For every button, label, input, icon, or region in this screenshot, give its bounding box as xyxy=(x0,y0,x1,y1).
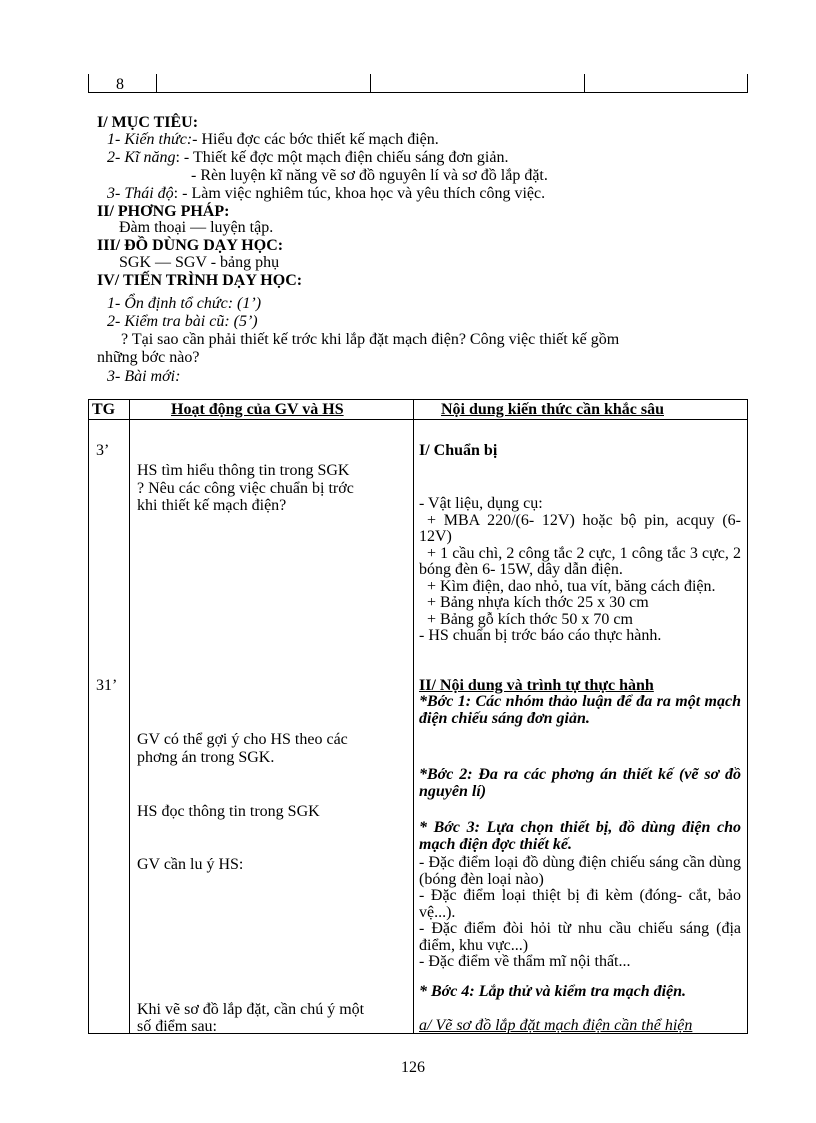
content-line: - Đặc điểm loại đồ dùng điện chiếu sáng cần dùng (bóng đèn loại nào) xyxy=(419,854,741,888)
table-header-activity: Hoạt động của GV và HS xyxy=(171,401,344,418)
process-step-3: 3- Bài mới: xyxy=(107,368,181,385)
top-table-row-label: 8 xyxy=(116,76,124,93)
table-border-left xyxy=(88,399,89,1034)
method-text: Đàm thoại — luyện tập. xyxy=(119,219,274,236)
objective-skill: 2- Kĩ năng: - Thiết kế đợc một mạch điện chiếu sáng đơn giản. xyxy=(107,149,509,166)
procedure-step-3: * Bớc 3: Lựa chọn thiết bị, đồ dùng điện cho mạch điện đợc thiết kế. xyxy=(419,819,741,853)
activity-line: GV cần lu ý HS: xyxy=(137,856,244,873)
content-line: + 1 cầu chì, 2 công tắc 2 cực, 1 công tắc 3 cực, 2 bóng đèn 6- 15W, dây dẫn điện. xyxy=(419,544,741,578)
top-table-border xyxy=(584,74,585,93)
page-number: 126 xyxy=(401,1059,425,1076)
table-header-divider xyxy=(88,419,747,420)
process-heading: IV/ TIẾN TRÌNH DẠY HỌC: xyxy=(97,272,303,289)
section-heading-preparation: I/ Chuẩn bị xyxy=(419,442,498,459)
objective-skill-2: - Rèn luyện kĩ năng vẽ sơ đồ nguyên lí và sơ đồ lắp đặt. xyxy=(191,167,548,184)
content-line: - Đặc điểm loại thiệt bị đi kèm (đóng- cắt, bảo vệ...). xyxy=(419,887,741,921)
preparation-list xyxy=(419,496,741,645)
table-header-tg: TG xyxy=(92,401,116,418)
content-line: + Bảng nhựa kích thớc 25 x 30 cm xyxy=(427,594,649,611)
review-question: ? Tại sao cần phải thiết kế trớc khi lắp đặt mạch điện? Công việc thiết kế gồm xyxy=(121,331,620,348)
activity-line: số điểm sau: xyxy=(137,1018,217,1035)
top-table-bottom-border xyxy=(88,92,747,93)
activity-line: ? Nêu các công việc chuẩn bị trớc xyxy=(137,480,354,497)
activity-line: khi thiết kế mạch điện? xyxy=(137,497,287,514)
objectives-heading: I/ MỤC TIÊU: xyxy=(97,114,199,131)
content-line: + MBA 220/(6- 12V) hoặc bộ pin, acquy (6- 12V) xyxy=(419,511,741,545)
procedure-step-4: * Bớc 4: Lắp thử và kiểm tra mạch điện. xyxy=(419,983,687,1000)
activity-line: HS đọc thông tin trong SGK xyxy=(137,803,320,820)
content-line: a/ Vẽ sơ đồ lắp đặt mạch điện cần thể hiện xyxy=(419,1017,693,1034)
objective-knowledge: 1- Kiến thức:- Hiểu đợc các bớc thiết kế mạch điện. xyxy=(107,131,439,148)
activity-line: phơng án trong SGK. xyxy=(137,749,275,766)
activity-line: HS tìm hiểu thông tin trong SGK xyxy=(137,462,350,479)
materials-text: SGK — SGV - bảng phụ xyxy=(119,254,280,271)
table-border-top xyxy=(88,399,747,400)
top-table-border xyxy=(370,74,371,93)
table-col-divider xyxy=(129,399,130,1034)
table-header-content: Nội dung kiến thức cần khắc sâu xyxy=(441,401,664,418)
table-col-divider xyxy=(413,399,414,1034)
method-heading: II/ PHƠNG PHÁP: xyxy=(97,203,230,220)
content-line: + Bảng gỗ kích thớc 50 x 70 cm xyxy=(427,610,633,628)
content-line: - HS chuẩn bị trớc báo cáo thực hành. xyxy=(419,627,662,644)
considerations-list xyxy=(419,855,741,971)
content-line: + Kìm điện, dao nhỏ, tua vít, băng cách điện. xyxy=(427,577,716,595)
content-line: - Đặc điểm về thẩm mĩ nội thất... xyxy=(419,953,631,970)
procedure-step-2: *Bớc 2: Đa ra các phơng án thiết kế (vẽ sơ đồ nguyên lí) xyxy=(419,766,741,800)
process-step-1: 1- Ổn định tổ chức: (1’) xyxy=(107,295,262,312)
top-table-border xyxy=(156,74,157,93)
procedure-step-1: *Bớc 1: Các nhóm thảo luận để đa ra một mạch điện chiếu sáng đơn giản. xyxy=(419,693,741,727)
table-border-right xyxy=(747,399,748,1034)
materials-heading: III/ ĐỒ DÙNG DẠY HỌC: xyxy=(97,237,284,254)
section-heading-procedure: II/ Nội dung và trình tự thực hành xyxy=(419,677,654,694)
review-question-cont: những bớc nào? xyxy=(97,349,200,366)
objective-attitude: 3- Thái độ: - Làm việc nghiêm túc, khoa học và yêu thích công việc. xyxy=(107,185,546,202)
top-table-border xyxy=(747,74,748,93)
content-line: - Vật liệu, dụng cụ: xyxy=(419,495,543,512)
activity-line: GV có thể gợi ý cho HS theo các xyxy=(137,731,348,748)
time-cell: 3’ xyxy=(96,442,110,459)
process-step-2: 2- Kiểm tra bài cũ: (5’) xyxy=(107,313,258,330)
time-cell: 31’ xyxy=(96,677,118,694)
activity-line: Khi vẽ sơ đồ lắp đặt, cần chú ý một xyxy=(137,1001,365,1018)
top-table-border xyxy=(88,74,89,93)
content-line: - Đặc điểm đòi hỏi từ nhu cầu chiếu sáng (địa điểm, khu vực...) xyxy=(419,920,741,954)
